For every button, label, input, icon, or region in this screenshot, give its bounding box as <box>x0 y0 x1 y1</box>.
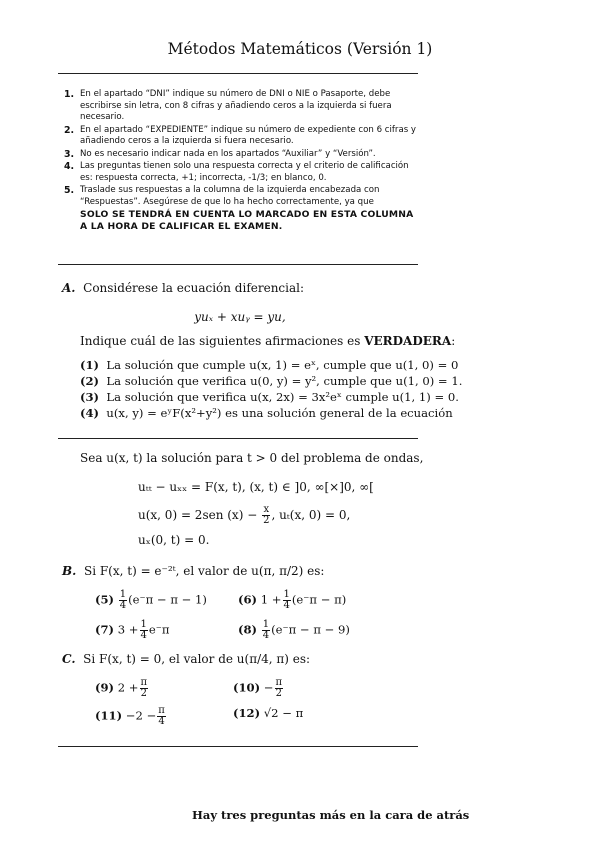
page-title: Métodos Matemáticos (Versión 1) <box>167 40 433 58</box>
question-b-prompt: B. Si F(x, t) = e⁻²ᵗ, el valor de u(π, π/2) es: <box>62 564 325 578</box>
instructions-list <box>62 89 418 233</box>
instruction-item: 5. Traslade sus respuestas a la columna de la izquierda encabezada con “Respuestas”. Asegúrese de que lo ha hecho correctamente, ya que SOLO SE TENDRÁ EN CUENTA LO MARCADO EN ESTA COLUMNA A LA HORA DE CALIFICAR EL EXAMEN. <box>62 185 418 232</box>
question-label: C. <box>62 652 76 666</box>
option-8: (8) $\frac{1}{4}$ (e⁻π − π − 9) <box>238 619 350 641</box>
question-c-prompt: C. Si F(x, t) = 0, el valor de u(π/4, π) es: <box>62 652 311 666</box>
boundary-condition: uₓ(0, t) = 0. <box>138 533 210 547</box>
footer-note: Hay tres preguntas más en la cara de atrás <box>192 808 470 822</box>
question-a-intro: A. Considérese la ecuación diferencial: <box>62 281 305 295</box>
instruction-item: 2. En el apartado “EXPEDIENTE” indique su número de expediente con 6 cifras y añadiendo ceros a la izquierda si fuera necesario. <box>64 124 417 146</box>
option-2: (2) La solución que verifica u(0, y) = y², cumple que u(1, 0) = 1. <box>80 374 463 388</box>
option-5: (5) $\frac{1}{4}$ (e⁻π − π − 1) <box>95 589 207 611</box>
question-label: B. <box>62 564 77 578</box>
option-1: (1) La solución que cumple u(x, 1) = eˣ, cumple que u(1, 0) = 0 <box>80 358 459 372</box>
option-6: (6) 1 + $\frac{1}{4}$ (e⁻π − π) <box>238 589 347 611</box>
option-12: (12) √2 − π <box>233 706 304 720</box>
question-a-equation: yuₓ + xuᵧ = yu, <box>194 310 286 324</box>
option-10: (10) − $\frac{\pi}{2}$ <box>233 677 283 699</box>
option-11: (11) −2 − $\frac{\pi}{4}$ <box>95 705 165 727</box>
question-label: A. <box>62 281 76 295</box>
instruction-item: 3. No es necesario indicar nada en los apartados “Auxiliar” y “Versión”. <box>64 148 376 160</box>
wave-problem-intro: Sea u(x, t) la solución para t > 0 del problema de ondas, <box>80 451 424 465</box>
instruction-emphasis: SOLO SE TENDRÁ EN CUENTA LO MARCADO EN ESTA COLUMNA A LA HORA DE CALIFICAR EL EXAMEN. <box>80 209 414 232</box>
divider <box>58 746 418 747</box>
divider <box>58 264 418 265</box>
option-7: (7) 3 + $\frac{1}{4}$ e⁻π <box>95 619 170 641</box>
instruction-item: 4. Las preguntas tienen solo una respuesta correcta y el criterio de calificación es: respuesta correcta, +1; incorrecta, -1/3; en blanco, 0. <box>64 161 409 183</box>
option-4: (4) u(x, y) = eʸF(x²+y²) es una solución general de la ecuación <box>80 406 453 420</box>
initial-conditions: u(x, 0) = 2sen (x) − $\frac{x}{2}$ , uₜ(x, 0) = 0, <box>138 504 351 526</box>
option-3: (3) La solución que verifica u(x, 2x) = 3x²eˣ cumple u(1, 1) = 0. <box>80 390 459 404</box>
wave-equation: uₜₜ − uₓₓ = F(x, t), (x, t) ∈ ]0, ∞[×]0, ∞[ <box>138 480 374 494</box>
divider <box>58 73 418 74</box>
option-9: (9) 2 + $\frac{\pi}{2}$ <box>95 677 148 699</box>
divider <box>58 438 418 439</box>
question-a-prompt: Indique cuál de las siguientes afirmaciones es VERDADERA: <box>80 334 456 348</box>
instruction-item: 1. En el apartado “DNI” indique su número de DNI o NIE o Pasaporte, debe escribirse sin letra, con 8 cifras y añadiendo ceros a la izquierda si fuera necesario. <box>64 89 392 122</box>
